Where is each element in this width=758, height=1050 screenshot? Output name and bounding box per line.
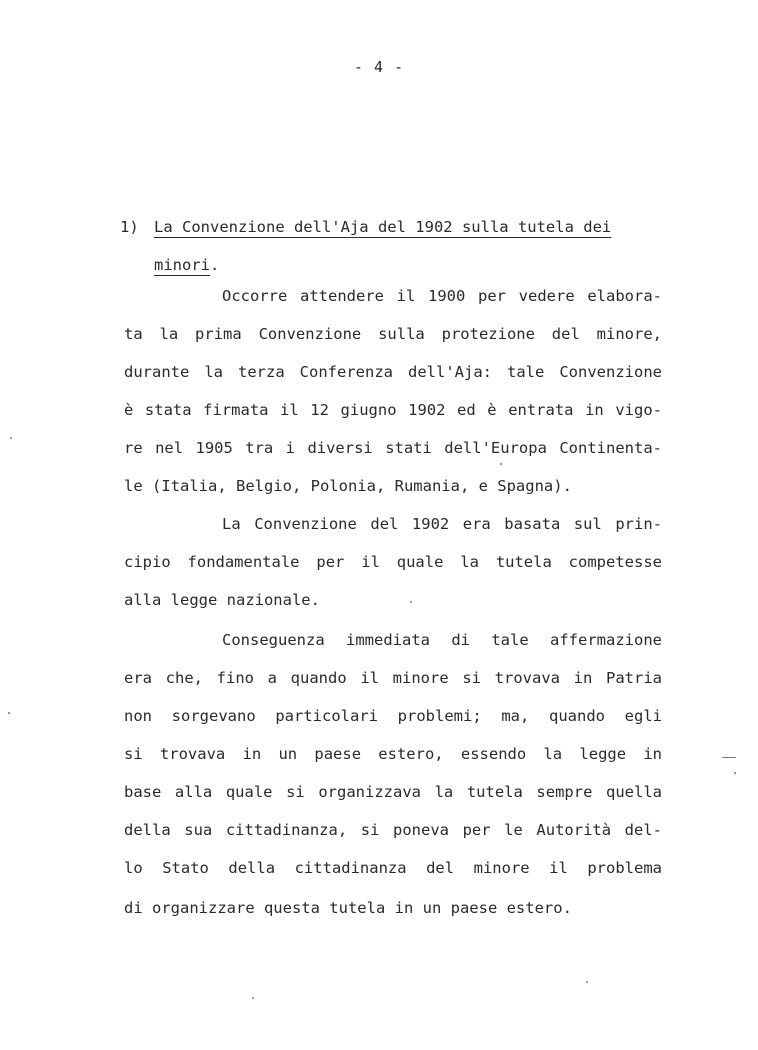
body-line: era che, fino a quando il minore si trovava in Patria <box>124 669 662 687</box>
body-line: base alla quale si organizzava la tutela sempre quella <box>124 783 662 801</box>
scan-speck <box>10 437 12 439</box>
page-number: - 4 - <box>353 58 405 76</box>
scan-speck <box>410 601 412 603</box>
section-number: 1) <box>120 218 139 236</box>
scan-speck <box>500 463 502 465</box>
body-line: di organizzare questa tutela in un paese estero. <box>124 899 572 917</box>
section-heading-continued <box>154 246 219 284</box>
section-title-line2: minori <box>154 256 210 274</box>
body-line: re nel 1905 tra i diversi stati dell'Europa Continenta- <box>124 439 662 457</box>
body-line: è stata firmata il 12 giugno 1902 ed è entrata in vigo- <box>124 401 662 419</box>
section-heading <box>120 208 611 246</box>
scan-speck <box>252 997 254 999</box>
section-title-line1: La Convenzione dell'Aja del 1902 sulla tutela dei <box>154 218 612 236</box>
body-line: alla legge nazionale. <box>124 591 320 609</box>
body-line: Occorre attendere il 1900 per vedere elabora- <box>222 287 662 305</box>
body-line: si trovava in un paese estero, essendo la legge in <box>124 745 662 763</box>
scan-speck <box>722 757 736 758</box>
body-line: della sua cittadinanza, si poneva per le Autorità del- <box>124 821 662 839</box>
body-line: cipio fondamentale per il quale la tutela competesse <box>124 553 662 571</box>
scan-speck <box>8 712 10 714</box>
scan-speck <box>586 981 588 983</box>
body-line: Conseguenza immediata di tale affermazione <box>222 631 662 649</box>
body-line: non sorgevano particolari problemi; ma, quando egli <box>124 707 662 725</box>
body-line: durante la terza Conferenza dell'Aja: tale Convenzione <box>124 363 662 381</box>
body-line: ta la prima Convenzione sulla protezione del minore, <box>124 325 662 343</box>
body-line: La Convenzione del 1902 era basata sul prin- <box>222 515 662 533</box>
section-title-end: . <box>210 256 220 274</box>
body-line: lo Stato della cittadinanza del minore il problema <box>124 859 662 877</box>
scan-speck <box>734 772 736 774</box>
body-line: le (Italia, Belgio, Polonia, Rumania, e Spagna). <box>124 477 572 495</box>
